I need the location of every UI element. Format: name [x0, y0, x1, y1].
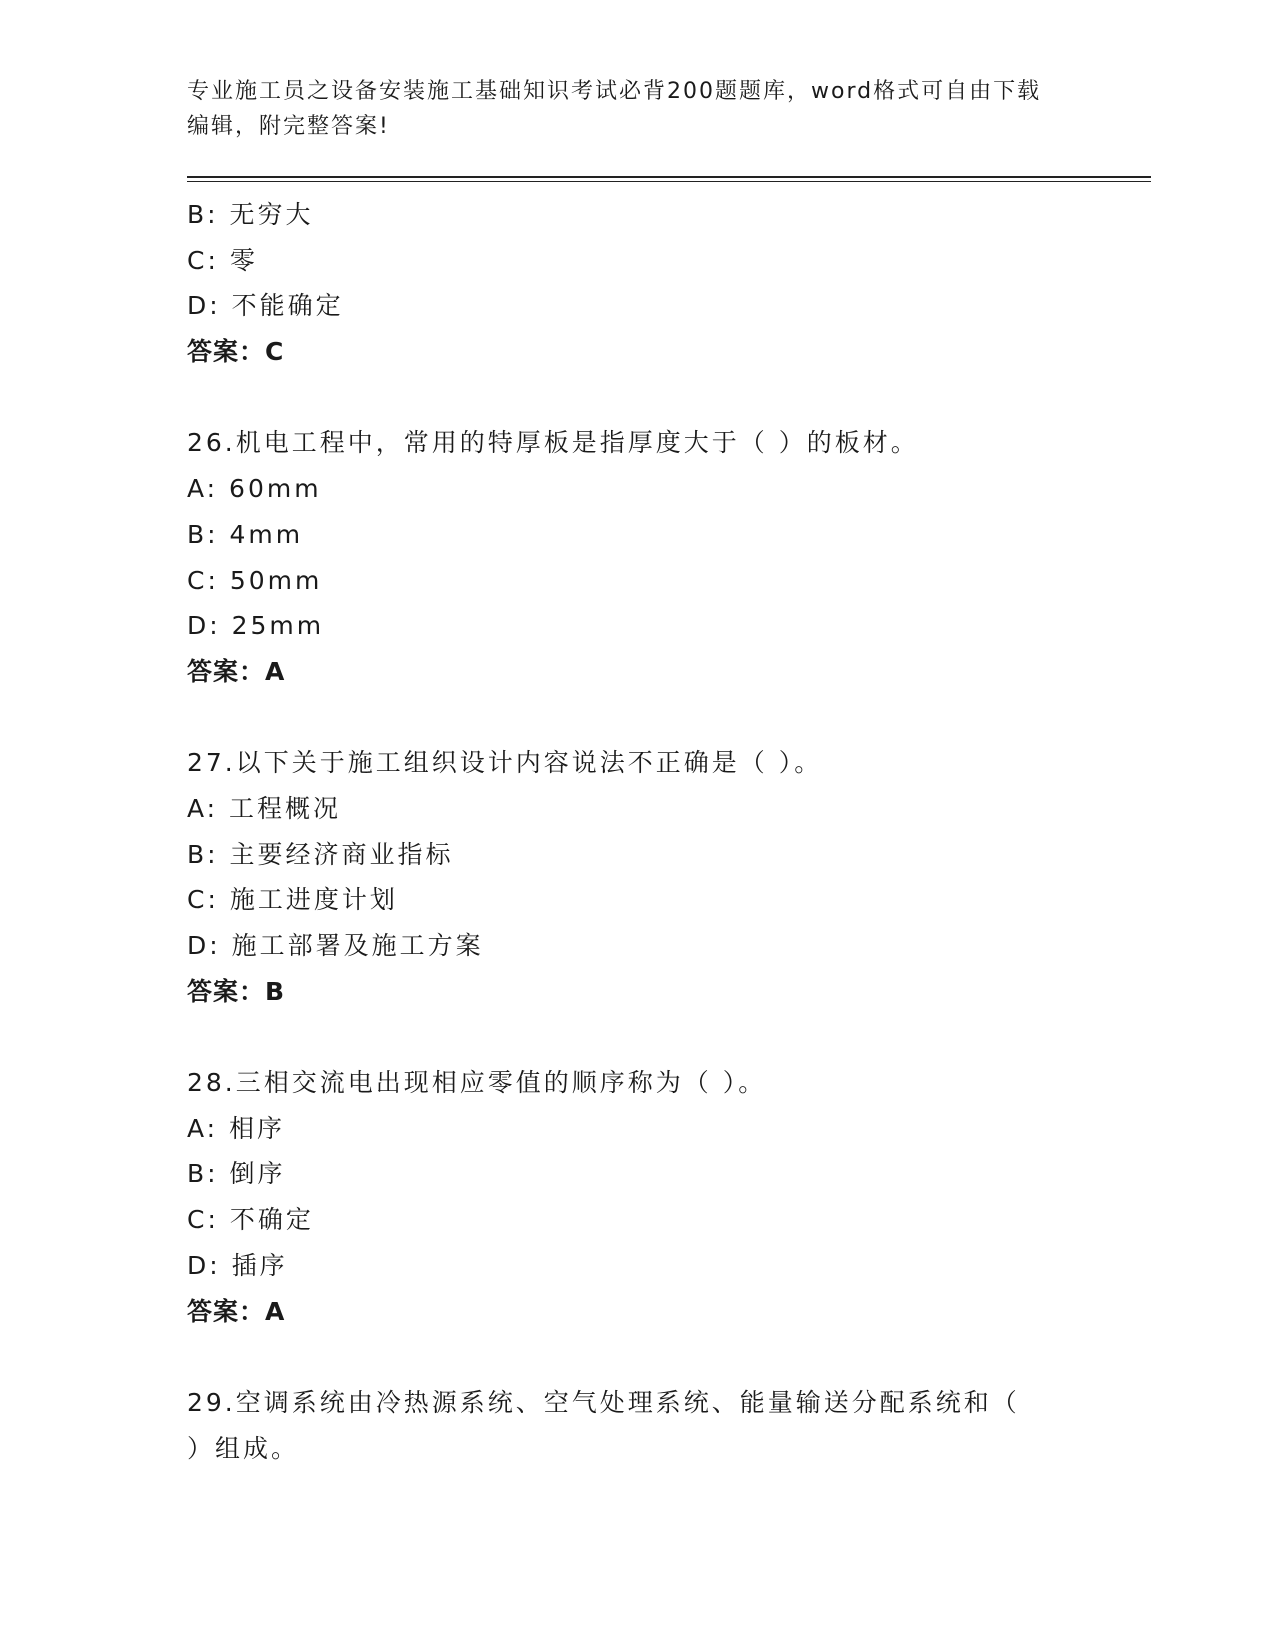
answer-label: 答案：A: [187, 656, 286, 686]
answer-label: 答案：C: [187, 337, 285, 367]
spacer: [187, 1334, 1087, 1380]
option-d: D: 插序: [187, 1250, 288, 1280]
header-divider-thin: [187, 181, 1151, 182]
option-c: C: 施工进度计划: [187, 885, 398, 915]
option-c: C: 不确定: [187, 1205, 314, 1235]
answer-label: 答案：B: [187, 976, 286, 1006]
question-text-line-1: 29.空调系统由冷热源系统、空气处理系统、能量输送分配系统和（: [187, 1387, 1020, 1417]
question-28: [187, 1060, 1087, 1334]
question-text: 26.机电工程中，常用的特厚板是指厚度大于（ ）的板材。: [187, 428, 919, 458]
option-d: D: 不能确定: [187, 291, 344, 321]
question-text-line-2: ）组成。: [187, 1433, 300, 1463]
header-line-2: 编辑，附完整答案!: [187, 114, 390, 139]
spacer: [187, 1014, 1087, 1060]
question-27: [187, 740, 1087, 1014]
question-25-tail: [187, 192, 1087, 375]
answer-label: 答案：A: [187, 1296, 286, 1326]
option-b: B: 主要经济商业指标: [187, 839, 454, 869]
spacer: [187, 375, 1087, 421]
header-divider-thick: [187, 176, 1151, 178]
option-d: D: 25mm: [187, 611, 325, 641]
option-d: D: 施工部署及施工方案: [187, 931, 484, 960]
question-text: 27.以下关于施工组织设计内容说法不正确是（ ）。: [187, 748, 823, 778]
spacer: [187, 695, 1087, 741]
option-a: A: 相序: [187, 1113, 286, 1143]
question-26: [187, 420, 1087, 694]
option-b: B: 无穷大: [187, 200, 314, 229]
option-a: A: 60mm: [187, 474, 322, 504]
document-header: [187, 74, 1067, 144]
option-b: B: 倒序: [187, 1159, 286, 1189]
option-c: C: 50mm: [187, 565, 323, 595]
option-a: A: 工程概况: [187, 793, 342, 823]
header-line-1: 专业施工员之设备安装施工基础知识考试必背200题题库，word格式可自由下载: [187, 79, 1042, 104]
option-c: C: 零: [187, 245, 258, 275]
question-list: [187, 192, 1087, 1471]
option-b: B: 4mm: [187, 519, 304, 549]
question-29: [187, 1380, 1087, 1471]
question-text: 28.三相交流电出现相应零值的顺序称为（ ）。: [187, 1068, 767, 1098]
